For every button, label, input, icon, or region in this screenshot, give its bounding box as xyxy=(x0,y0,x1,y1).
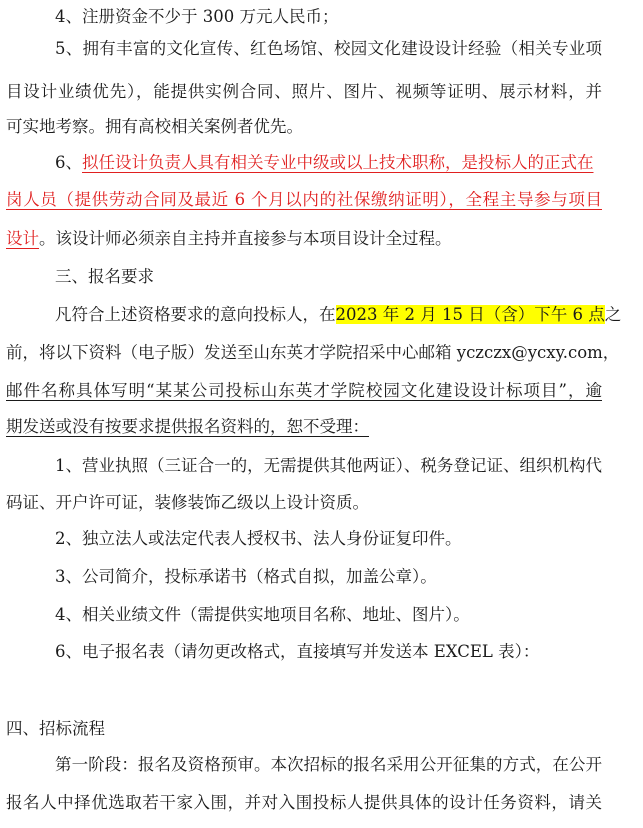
document-item-3: 3、公司简介，投标承诺书（格式自拟，加盖公章）。 xyxy=(55,567,437,586)
stage-1-line-1: 第一阶段：报名及资格预审。本次招标的报名采用公开征集的方式，在公开 xyxy=(55,755,602,774)
item-6-red-text-3: 设计 xyxy=(6,229,39,248)
requirement-item-4: 4、注册资金不少于 300 万元人民币； xyxy=(55,7,339,26)
document-item-2: 2、独立法人或法定代表人授权书、法人身份证复印件。 xyxy=(55,529,462,548)
requirement-item-5-line-1: 5、拥有丰富的文化宣传、红色场馆、校园文化建设设计经验（相关专业项 xyxy=(55,39,602,58)
document-item-4: 4、相关业绩文件（需提供实地项目名称、地址、图片）。 xyxy=(55,605,470,624)
section-3-heading: 三、报名要求 xyxy=(55,267,154,286)
item-6-number: 6、 xyxy=(55,153,82,172)
registration-line-3: 邮件名称具体写明“某某公司投标山东英才学院校园文化建设设计标项目”，逾 xyxy=(6,381,602,400)
document-item-1-line-2: 码证、开户许可证，装修装饰乙级以上设计资质。 xyxy=(6,493,369,512)
requirement-item-6-line-3 xyxy=(6,222,452,256)
document-item-1-line-1: 1、营业执照（三证合一的，无需提供其他两证）、税务登记证、组织机构代 xyxy=(55,456,602,475)
registration-intro-end: 之 xyxy=(604,305,622,324)
registration-line-1 xyxy=(55,298,621,332)
registration-line-4: 期发送或没有按要求提供报名资料的，恕不受理： xyxy=(6,417,369,436)
registration-line-2: 前，将以下资料（电子版）发送至山东英才学院招采中心邮箱 yczczx@ycxy.com， xyxy=(6,343,620,362)
requirement-item-5-line-3: 可实地考察。拥有高校相关案例者优先。 xyxy=(6,117,303,136)
section-4-heading: 四、招标流程 xyxy=(6,719,105,738)
requirement-item-6-line-1 xyxy=(55,146,602,180)
registration-deadline: 2023 年 2 月 15 日（含）下午 6 点 xyxy=(335,305,605,324)
requirement-item-6-line-2: 岗人员（提供劳动合同及最近 6 个月以内的社保缴纳证明），全程主导参与项目 xyxy=(6,190,602,209)
item-6-rest-text: 。该设计师必须亲自主持并直接参与本项目设计全过程。 xyxy=(39,229,452,248)
registration-intro: 凡符合上述资格要求的意向投标人，在 xyxy=(55,305,336,324)
stage-1-line-2: 报名人中择优选取若干家入围，并对入围投标人提供具体的设计任务资料，请关 xyxy=(6,793,602,812)
document-item-6: 6、电子报名表（请勿更改格式，直接填写并发送本 EXCEL 表）： xyxy=(55,642,540,661)
item-6-red-text-1: 拟任设计负责人具有相关专业中级或以上技术职称，是投标人的正式在 xyxy=(82,153,594,172)
requirement-item-5-line-2: 目设计业绩优先），能提供实例合同、照片、图片、视频等证明、展示材料，并 xyxy=(6,82,602,101)
